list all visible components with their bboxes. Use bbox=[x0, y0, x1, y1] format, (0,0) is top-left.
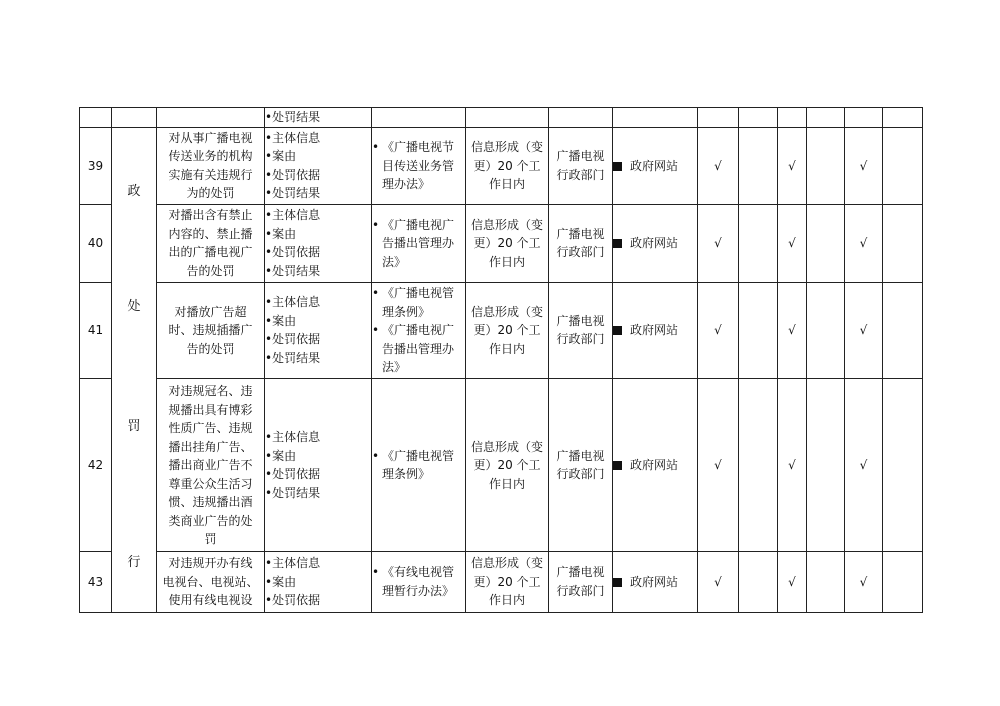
basis-line: 《广播电视节 bbox=[382, 140, 455, 155]
content-line: •处罚依据 bbox=[265, 593, 321, 608]
basis-line: 《有线电视管 bbox=[382, 565, 455, 580]
time-line: 信息形成（变 bbox=[470, 217, 543, 232]
basis-cell bbox=[372, 552, 466, 612]
basis-line: 告播出管理办 bbox=[382, 236, 455, 251]
basis-item bbox=[372, 284, 465, 321]
check-cell: √ bbox=[845, 205, 883, 283]
empty-cell bbox=[883, 205, 923, 283]
publish-text: 政府网站 bbox=[630, 574, 679, 589]
content-line: •处罚依据 bbox=[265, 332, 321, 347]
time-line: 作日内 bbox=[488, 593, 525, 608]
content-line: •案由 bbox=[265, 574, 297, 589]
item-line: 出的广播电视广 bbox=[168, 245, 253, 260]
time-line: 更）20 个工 bbox=[473, 236, 541, 251]
table-row-fragment bbox=[80, 108, 923, 128]
item-line: 对违规冠名、违 bbox=[168, 384, 253, 399]
dept-line: 行政部门 bbox=[556, 245, 605, 260]
item-line: 播出挂角广告、 bbox=[168, 439, 253, 454]
content-line: •主体信息 bbox=[265, 556, 321, 571]
item-line: 告的处罚 bbox=[186, 341, 235, 356]
item-line: 告的处罚 bbox=[186, 263, 235, 278]
basis-item bbox=[372, 447, 465, 484]
content-line: •主体信息 bbox=[265, 295, 321, 310]
basis-cell bbox=[372, 127, 466, 205]
category-char: 罚 bbox=[127, 418, 141, 434]
check-cell: √ bbox=[778, 379, 807, 552]
check-cell: √ bbox=[845, 127, 883, 205]
dept-cell bbox=[549, 552, 613, 612]
item-cell bbox=[157, 379, 265, 552]
content-cell-fragment: •处罚结果 bbox=[265, 108, 372, 128]
time-line: 更）20 个工 bbox=[473, 574, 541, 589]
content-line: •案由 bbox=[265, 226, 297, 241]
basis-text bbox=[382, 216, 454, 272]
basis-item bbox=[372, 321, 465, 377]
basis-line: 理办法》 bbox=[382, 177, 431, 192]
basis-line: 理暂行办法》 bbox=[382, 583, 455, 598]
basis-cell bbox=[372, 282, 466, 379]
empty-cell bbox=[739, 205, 778, 283]
time-cell bbox=[466, 205, 549, 283]
check-cell: √ bbox=[845, 282, 883, 379]
item-line: 传送业务的机构 bbox=[168, 149, 253, 164]
content-cell bbox=[265, 552, 372, 612]
time-line: 更）20 个工 bbox=[473, 158, 541, 173]
empty-cell bbox=[739, 127, 778, 205]
basis-line: 《广播电视广 bbox=[382, 323, 455, 338]
item-line: 惯、违规播出酒 bbox=[168, 495, 253, 510]
dept-cell bbox=[549, 127, 613, 205]
category-text bbox=[112, 128, 156, 612]
publish-text: 政府网站 bbox=[630, 458, 679, 473]
item-line: 电视台、电视站、 bbox=[162, 574, 259, 589]
content-line: •处罚结果 bbox=[265, 263, 321, 278]
item-line: 使用有线电视设 bbox=[168, 593, 253, 608]
time-line: 作日内 bbox=[488, 254, 525, 269]
empty-cell bbox=[883, 379, 923, 552]
content-line: •处罚依据 bbox=[265, 467, 321, 482]
content-line: •主体信息 bbox=[265, 208, 321, 223]
table-row bbox=[80, 282, 923, 379]
basis-text bbox=[382, 447, 454, 484]
time-cell bbox=[466, 282, 549, 379]
table-row bbox=[80, 379, 923, 552]
basis-line: 《广播电视管 bbox=[382, 448, 455, 463]
dept-line: 行政部门 bbox=[556, 583, 605, 598]
basis-line: 目传送业务管 bbox=[382, 158, 455, 173]
category-char: 行 bbox=[127, 554, 141, 570]
dept-line: 广播电视 bbox=[556, 448, 605, 463]
check-cell: √ bbox=[845, 552, 883, 612]
row-number: 39 bbox=[80, 127, 112, 205]
dept-line: 行政部门 bbox=[556, 167, 605, 182]
publish-text: 政府网站 bbox=[630, 236, 679, 251]
basis-line: 法》 bbox=[382, 360, 407, 375]
content-line: •处罚结果 bbox=[265, 186, 321, 201]
time-line: 作日内 bbox=[488, 341, 525, 356]
item-line: 为的处罚 bbox=[186, 186, 235, 201]
publish-cell bbox=[613, 282, 698, 379]
empty-cell bbox=[807, 205, 845, 283]
basis-item bbox=[372, 216, 465, 272]
check-cell: √ bbox=[778, 127, 807, 205]
basis-text bbox=[382, 284, 454, 321]
bullet-icon: • bbox=[372, 565, 380, 580]
row-number: 42 bbox=[80, 379, 112, 552]
content-cell bbox=[265, 282, 372, 379]
square-bullet-icon bbox=[613, 578, 622, 587]
publish-text: 政府网站 bbox=[630, 158, 679, 173]
publish-text: 政府网站 bbox=[630, 323, 679, 338]
empty-cell bbox=[883, 282, 923, 379]
square-bullet-icon bbox=[613, 239, 622, 248]
item-cell bbox=[157, 205, 265, 283]
content-cell bbox=[265, 127, 372, 205]
bullet-icon: • bbox=[372, 217, 380, 232]
item-line: 对播出含有禁止 bbox=[168, 208, 253, 223]
basis-line: 法》 bbox=[382, 254, 407, 269]
content-line: •处罚结果 bbox=[265, 485, 321, 500]
content-line: •案由 bbox=[265, 448, 297, 463]
time-line: 更）20 个工 bbox=[473, 458, 541, 473]
basis-cell bbox=[372, 205, 466, 283]
time-line: 信息形成（变 bbox=[470, 439, 543, 454]
empty-cell bbox=[807, 379, 845, 552]
check-cell: √ bbox=[698, 552, 739, 612]
content-line: •处罚依据 bbox=[265, 245, 321, 260]
empty-cell bbox=[739, 552, 778, 612]
dept-cell bbox=[549, 282, 613, 379]
check-cell: √ bbox=[778, 282, 807, 379]
category-char: 政 bbox=[127, 183, 141, 199]
publish-cell bbox=[613, 552, 698, 612]
content-line: •案由 bbox=[265, 149, 297, 164]
check-cell: √ bbox=[698, 379, 739, 552]
content-line: •案由 bbox=[265, 313, 297, 328]
square-bullet-icon bbox=[613, 326, 622, 335]
check-cell: √ bbox=[698, 205, 739, 283]
basis-text bbox=[382, 138, 454, 194]
table-row bbox=[80, 205, 923, 283]
basis-line: 理条例》 bbox=[382, 304, 431, 319]
time-line: 作日内 bbox=[488, 476, 525, 491]
item-cell bbox=[157, 127, 265, 205]
dept-line: 广播电视 bbox=[556, 149, 605, 164]
category-cell bbox=[112, 127, 157, 612]
content-line: •处罚依据 bbox=[265, 167, 321, 182]
table-row bbox=[80, 552, 923, 612]
empty-cell bbox=[739, 379, 778, 552]
time-line: 作日内 bbox=[488, 177, 525, 192]
dept-line: 广播电视 bbox=[556, 565, 605, 580]
time-cell bbox=[466, 379, 549, 552]
item-line: 对从事广播电视 bbox=[168, 130, 253, 145]
basis-item bbox=[372, 138, 465, 194]
check-cell: √ bbox=[698, 127, 739, 205]
table-row bbox=[80, 127, 923, 205]
basis-text bbox=[382, 563, 454, 600]
item-line: 类商业广告的处 bbox=[168, 513, 253, 528]
square-bullet-icon bbox=[613, 461, 622, 470]
square-bullet-icon bbox=[613, 162, 622, 171]
check-cell: √ bbox=[778, 205, 807, 283]
time-line: 信息形成（变 bbox=[470, 556, 543, 571]
item-cell bbox=[157, 552, 265, 612]
time-line: 信息形成（变 bbox=[470, 140, 543, 155]
item-line: 对播放广告超 bbox=[174, 304, 247, 319]
content-cell bbox=[265, 205, 372, 283]
bullet-icon: • bbox=[372, 323, 380, 338]
publish-cell bbox=[613, 379, 698, 552]
dept-line: 行政部门 bbox=[556, 467, 605, 482]
bullet-icon: • bbox=[372, 286, 380, 301]
time-cell bbox=[466, 127, 549, 205]
basis-line: 《广播电视管 bbox=[382, 286, 455, 301]
disclosure-table bbox=[79, 107, 923, 613]
basis-line: 告播出管理办 bbox=[382, 341, 455, 356]
category-char: 处 bbox=[127, 298, 141, 314]
dept-cell bbox=[549, 205, 613, 283]
empty-cell bbox=[807, 127, 845, 205]
item-line: 规播出具有博彩 bbox=[168, 402, 253, 417]
basis-line: 《广播电视广 bbox=[382, 217, 455, 232]
time-line: 信息形成（变 bbox=[470, 304, 543, 319]
dept-line: 行政部门 bbox=[556, 332, 605, 347]
item-line: 实施有关违规行 bbox=[168, 167, 253, 182]
item-line: 内容的、禁止播 bbox=[168, 226, 253, 241]
check-cell: √ bbox=[778, 552, 807, 612]
empty-cell bbox=[883, 127, 923, 205]
empty-cell bbox=[807, 282, 845, 379]
empty-cell bbox=[883, 552, 923, 612]
row-number: 43 bbox=[80, 552, 112, 612]
item-line: 尊重公众生活习 bbox=[168, 476, 253, 491]
dept-line: 广播电视 bbox=[556, 226, 605, 241]
dept-line: 广播电视 bbox=[556, 313, 605, 328]
check-cell: √ bbox=[845, 379, 883, 552]
empty-cell bbox=[739, 282, 778, 379]
bullet-icon: • bbox=[372, 140, 380, 155]
empty-cell bbox=[807, 552, 845, 612]
item-line: 时、违规插播广 bbox=[168, 323, 253, 338]
time-cell bbox=[466, 552, 549, 612]
content-line: •处罚结果 bbox=[265, 350, 321, 365]
item-line: 播出商业广告不 bbox=[168, 458, 253, 473]
publish-cell bbox=[613, 205, 698, 283]
time-line: 更）20 个工 bbox=[473, 323, 541, 338]
content-line: •主体信息 bbox=[265, 430, 321, 445]
content-line: •主体信息 bbox=[265, 130, 321, 145]
item-line: 性质广告、违规 bbox=[168, 421, 253, 436]
basis-line: 理条例》 bbox=[382, 467, 431, 482]
basis-item bbox=[372, 563, 465, 600]
dept-cell bbox=[549, 379, 613, 552]
basis-cell bbox=[372, 379, 466, 552]
item-line: 对违规开办有线 bbox=[168, 556, 253, 571]
item-cell bbox=[157, 282, 265, 379]
publish-cell bbox=[613, 127, 698, 205]
bullet-icon: • bbox=[372, 448, 380, 463]
row-number: 41 bbox=[80, 282, 112, 379]
content-cell bbox=[265, 379, 372, 552]
item-line: 罚 bbox=[204, 532, 217, 547]
check-cell: √ bbox=[698, 282, 739, 379]
basis-text bbox=[382, 321, 454, 377]
row-number: 40 bbox=[80, 205, 112, 283]
